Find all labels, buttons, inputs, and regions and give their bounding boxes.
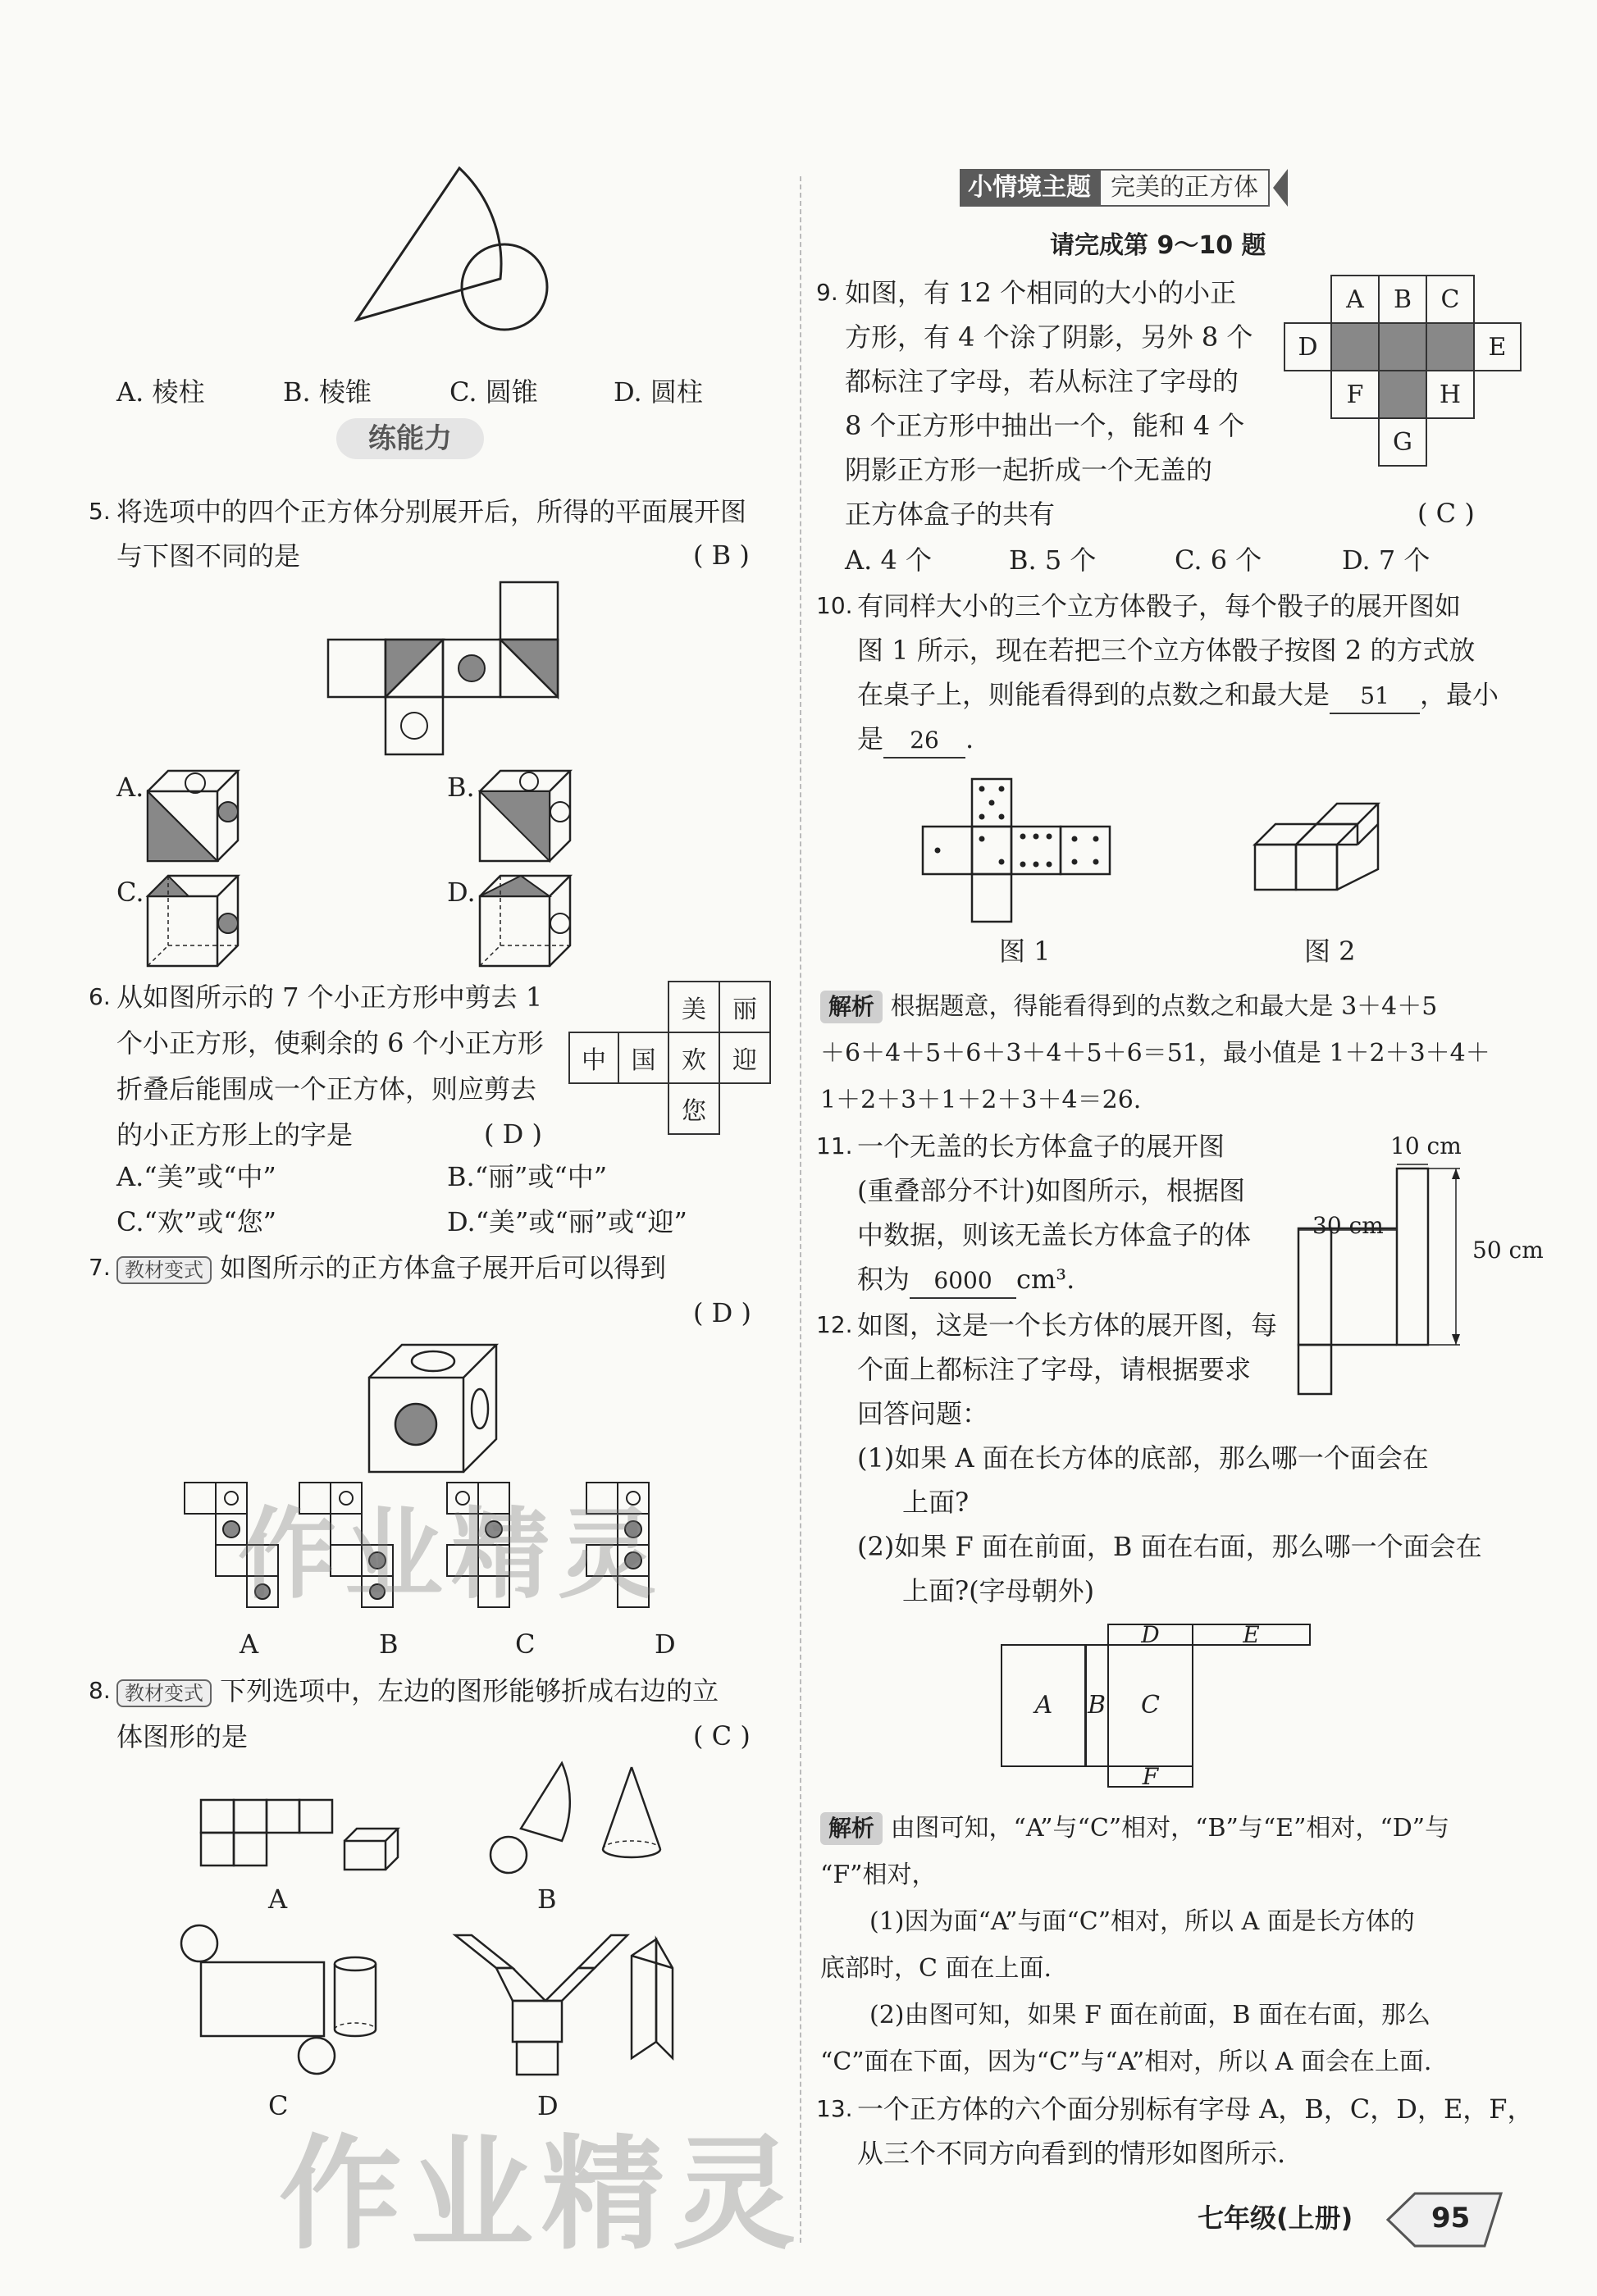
theme-title: 完美的正方体 [1099, 169, 1270, 207]
q10-line4 [857, 722, 974, 758]
q5-line1: 将选项中的四个正方体分别展开后，所得的平面展开图 [116, 496, 747, 527]
jiexi1-tag: 解析 [820, 991, 883, 1023]
q12-face-c: C [1107, 1644, 1193, 1767]
q13-line1: 一个正方体的六个面分别标有字母 A，B，C，D，E，F， [857, 2093, 1534, 2125]
q4-option-a: A. 棱柱 [116, 376, 205, 408]
q8-option-c-figure [179, 1923, 392, 2079]
q12-line2: 个面上都标注了字母，请根据要求 [857, 1354, 1252, 1385]
q9-answer: ( C ) [1417, 498, 1475, 529]
q11-line3: 中数据，则该无盖长方体盒子的体 [857, 1219, 1252, 1250]
q8-number: 8. [89, 1677, 111, 1704]
q12-sub1b: 上面? [902, 1487, 970, 1518]
q6-cell-huan: 欢 [668, 1032, 719, 1083]
jiexi1-text1: 根据题意，得能看得到的点数之和最大是 3＋4＋5 [890, 992, 1438, 1021]
q12-face-f: F [1107, 1765, 1193, 1788]
q9-cell-b: B [1379, 276, 1426, 323]
q8-answer: ( C ) [693, 1720, 751, 1752]
jiexi2-line6: “C”面在下面，因为“C”与“A”相对，所以 A 面会在上面. [820, 2048, 1432, 2076]
q6-option-a: A.“美”或“中” [116, 1161, 276, 1192]
q5-option-b-cube [480, 771, 574, 865]
q5-label-b: B. [447, 772, 475, 803]
q7-answer: ( D ) [693, 1297, 751, 1328]
jiexi2-text1: 由图可知，“A”与“C”相对，“B”与“E”相对，“D”与 [890, 1814, 1450, 1843]
q8-line1: 下列选项中，左边的图形能够折成右边的立 [220, 1675, 719, 1706]
theme-subtitle: 请完成第 9～10 题 [1050, 231, 1266, 260]
q10-line3b: ，最小 [1420, 679, 1499, 710]
jiexi2-line4: 底部时，C 面在上面. [820, 1954, 1052, 1983]
q9-shaded-4 [1379, 371, 1426, 418]
q7-cube [369, 1345, 500, 1476]
q10-max-blank: 51 [1330, 680, 1420, 714]
q8-label-d: D [537, 2090, 559, 2121]
q5-number: 5. [89, 498, 111, 525]
q4-option-c: C. 圆锥 [449, 376, 538, 408]
q11-volume-blank: 6000 [910, 1264, 1016, 1299]
q6-line1: 从如图所示的 7 个小正方形中剪去 1 [116, 982, 543, 1013]
q11-line4a: 积为 [857, 1264, 910, 1295]
section-title-badge [336, 418, 484, 459]
q6-number: 6. [89, 983, 111, 1010]
q9-line1: 如图，有 12 个相同的大小的小正 [845, 277, 1237, 308]
q4-option-d: D. 圆柱 [614, 376, 703, 408]
jiexi1-line1 [820, 991, 1437, 1023]
q10-dice-net [923, 779, 1120, 927]
q11-dim-10cm: 10 cm [1390, 1132, 1462, 1159]
q6-cell-li: 丽 [719, 982, 770, 1032]
q10-three-cubes [1255, 800, 1403, 898]
watermark-middle: 作业精灵 [238, 1498, 664, 1612]
q6-cell-nin: 您 [668, 1083, 719, 1134]
q6-cell-guo: 国 [618, 1032, 668, 1083]
jiexi2-line3: (1)因为面“A”与面“C”相对，所以 A 面是长方体的 [869, 1907, 1415, 1936]
q10-line2: 图 1 所示，现在若把三个立方体骰子按图 2 的方式放 [857, 635, 1476, 666]
jiexi2-tag: 解析 [820, 1812, 883, 1845]
q9-line5: 阴影正方形一起折成一个无盖的 [845, 454, 1213, 485]
q6-option-c: C.“欢”或“您” [116, 1206, 276, 1237]
q9-shaded-3 [1426, 323, 1474, 371]
column-divider [800, 176, 801, 2243]
q11-box-net [1292, 1148, 1464, 1402]
q10-fig2-label: 图 2 [1304, 936, 1356, 967]
q8-tag: 教材变式 [116, 1679, 212, 1707]
q8-option-a-figure [201, 1796, 406, 1878]
section-title: 练能力 [368, 422, 452, 455]
q8-stem [116, 1674, 719, 1707]
q9-cell-e: E [1474, 323, 1521, 371]
q11-line4 [857, 1263, 1075, 1299]
q10-fig1-label: 图 1 [999, 936, 1051, 967]
q7-text: 如图所示的正方体盒子展开后可以得到 [220, 1252, 667, 1283]
q9-line2: 方形，有 4 个涂了阴影，另外 8 个 [845, 321, 1253, 353]
q6-answer: ( D ) [484, 1118, 542, 1150]
q12-number: 12. [816, 1311, 853, 1338]
theme-header [960, 169, 1288, 207]
q7-tag: 教材变式 [116, 1256, 212, 1284]
q12-sub2a: (2)如果 F 面在前面，B 面在右面，那么哪一个面会在 [857, 1531, 1482, 1562]
q12-line1: 如图，这是一个长方体的展开图，每 [857, 1310, 1278, 1341]
q7-label-b: B [379, 1629, 399, 1660]
theme-arrow-icon [1273, 169, 1288, 207]
q12-face-d: D [1107, 1624, 1193, 1646]
q9-cell-g: G [1379, 418, 1426, 466]
q13-number: 13. [816, 2095, 853, 2122]
q12-face-e: E [1192, 1624, 1311, 1646]
q5-option-d-cube [480, 876, 574, 970]
q8-line2: 体图形的是 [116, 1721, 249, 1752]
q8-label-c: C [268, 2090, 289, 2121]
q12-line3: 回答问题： [857, 1398, 989, 1429]
q10-line4a: 是 [857, 723, 884, 754]
q6-line4: 的小正方形上的字是 [116, 1119, 354, 1150]
q9-cell-c: C [1426, 276, 1474, 323]
jiexi2-line5: (2)由图可知，如果 F 面在前面，B 面在右面，那么 [869, 2001, 1430, 2029]
q9-option-c: C. 6 个 [1175, 544, 1262, 576]
q11-line1: 一个无盖的长方体盒子的展开图 [857, 1131, 1225, 1162]
q9-option-d: D. 7 个 [1342, 544, 1430, 576]
q8-option-d-figure [455, 1935, 693, 2083]
q12-sub2b: 上面?(字母朝外) [902, 1575, 1095, 1606]
q10-line1: 有同样大小的三个立方体骰子，每个骰子的展开图如 [857, 590, 1462, 622]
q9-line3: 都标注了字母，若从标注了字母的 [845, 366, 1239, 397]
q5-option-a-cube [148, 771, 242, 865]
q12-sub1a: (1)如果 A 面在长方体的底部，那么哪一个面会在 [857, 1442, 1429, 1474]
q6-line2: 个小正方形，使剩余的 6 个小正方形 [116, 1027, 544, 1059]
q5-label-d: D. [447, 877, 476, 908]
q10-line4b: . [965, 723, 974, 754]
theme-label: 小情境主题 [960, 169, 1099, 207]
q9-cell-h: H [1426, 371, 1474, 418]
q5-label-a: A. [116, 772, 144, 803]
q6-option-d: D.“美”或“丽”或“迎” [447, 1206, 687, 1237]
q8-label-b: B [537, 1884, 557, 1915]
q10-number: 10. [816, 592, 853, 619]
q5-net [328, 582, 566, 754]
q7-number: 7. [89, 1254, 111, 1281]
q11-unit: cm³. [1016, 1264, 1075, 1295]
q10-line3 [857, 678, 1499, 714]
q5-answer: ( B ) [693, 540, 750, 571]
q9-option-a: A. 4 个 [845, 544, 932, 576]
q11-dim-50cm: 50 cm [1472, 1237, 1544, 1264]
q11-number: 11. [816, 1132, 853, 1159]
q7-label-d: D [655, 1629, 676, 1660]
q9-grid [1284, 275, 1522, 467]
q9-cell-f: F [1331, 371, 1379, 418]
q8-label-a: A [268, 1884, 288, 1915]
jiexi1-line2: ＋6＋4＋5＋6＋3＋4＋5＋6＝51，最小值是 1＋2＋3＋4＋ [820, 1039, 1490, 1068]
q13-line2: 从三个不同方向看到的情形如图所示. [857, 2138, 1286, 2169]
jiexi1-line3: 1＋2＋3＋1＋2＋3＋4＝26. [820, 1086, 1142, 1114]
q6-cell-zhong: 中 [569, 1032, 618, 1083]
footer-grade: 七年级(上册) [1198, 2203, 1353, 2234]
q9-number: 9. [816, 279, 838, 306]
q10-min-blank: 26 [883, 724, 965, 758]
watermark-bottom: 作业精灵 [279, 2124, 805, 2266]
q12-face-b: B [1084, 1644, 1109, 1767]
q7-label-c: C [515, 1629, 536, 1660]
q12-net [1001, 1621, 1329, 1790]
q10-line3a: 在桌子上，则能看得到的点数之和最大是 [857, 679, 1330, 710]
q9-shaded-2 [1379, 323, 1426, 371]
q6-word-grid [568, 981, 771, 1135]
q9-cell-d: D [1284, 323, 1331, 371]
q4-option-b: B. 棱锥 [283, 376, 372, 408]
q11-dim-30cm: 30 cm [1312, 1212, 1384, 1239]
q9-line4: 8 个正方形中抽出一个，能和 4 个 [845, 410, 1245, 441]
q7-stem [116, 1251, 666, 1284]
q5-label-c: C. [116, 877, 144, 908]
q11-line2: (重叠部分不计)如图所示，根据图 [857, 1175, 1245, 1206]
q6-cell-mei: 美 [668, 982, 719, 1032]
jiexi2-line2: “F”相对， [820, 1861, 937, 1889]
q9-cell-a: A [1331, 276, 1379, 323]
q5-option-c-cube [148, 876, 242, 970]
q6-line3: 折叠后能围成一个正方体，则应剪去 [116, 1073, 537, 1105]
q8-option-b-figure [480, 1763, 677, 1886]
q5-line2: 与下图不同的是 [116, 540, 301, 572]
q6-option-b: B.“丽”或“中” [447, 1161, 608, 1192]
q4-figure [344, 164, 558, 344]
q9-shaded-1 [1331, 323, 1379, 371]
q9-line6: 正方体盒子的共有 [845, 499, 1056, 530]
q12-face-a: A [1001, 1644, 1087, 1767]
q9-option-b: B. 5 个 [1009, 544, 1097, 576]
q7-label-a: A [240, 1629, 259, 1660]
jiexi2-line1 [820, 1812, 1449, 1845]
q6-cell-ying: 迎 [719, 1032, 770, 1083]
footer-page-number: 95 [1431, 2202, 1471, 2234]
